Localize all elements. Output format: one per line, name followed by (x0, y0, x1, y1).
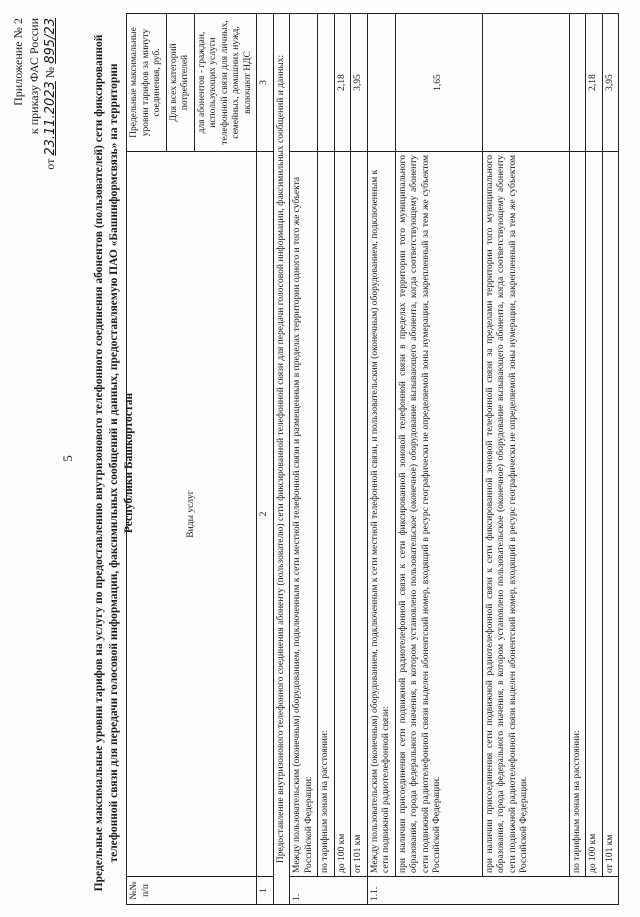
document-title: Предельные максимальные уровни тарифов на услугу по предоставлению внутризонового телефонного соединения абонентов (пользователей) сети фиксированной телефонной связи для передачи голосовой информации, факсимильных сообщений и данных, предоставляемую ПАО «Башинформсвязь» на территории Республики Башкортостан (93, 34, 135, 892)
table-row (334, 14, 351, 905)
header-citizens: для абонентов - граждан, использующих услуги телефонной связи для личных, семейных, домашних нужд, включают НДС (194, 14, 257, 152)
row-value (482, 14, 569, 152)
row-text: до 100 км (586, 152, 603, 877)
section-row (273, 14, 290, 905)
tariff-table (126, 13, 619, 905)
row-value (318, 14, 335, 152)
row-text: от 101 км (351, 152, 368, 877)
annex-date-line: от 23.11.2023 № 895/23 (43, 18, 58, 170)
table-row (367, 14, 395, 905)
row-text: при наличии присоединения сети подвижной радиотелефонной связи к сети фиксированной зоновой телефонной связи в пределах территории того муниципального образования, города федерального значения, в котором установлено пользовательское (оконечное) оборудование вызывающего абонента, когда соответствующему абоненту сети подвижной радиотелефонной связи выделен абонентский номер, входящий в ресурс географически не определяемой зоны нумерации, закрепленный за тем же субъектом Российской Федерации. (395, 152, 482, 877)
table-row (290, 14, 318, 905)
table-row (482, 14, 569, 905)
row-value: 2,18 (334, 14, 351, 152)
col-number-2: 2 (257, 152, 274, 877)
row-value (367, 14, 395, 152)
page-number: 5 (60, 455, 75, 462)
row-text: до 100 км (334, 152, 351, 877)
col-number-1: 1 (257, 877, 274, 905)
annex-title: Приложение № 2 (11, 18, 25, 106)
table-row (318, 14, 335, 905)
header-service: Виды услуг (127, 152, 257, 877)
table-row (602, 14, 619, 905)
row-text: при наличии присоединения сети подвижной радиотелефонной связи к сети фиксированной зоновой телефонной связи за пределами территории того муниципального образования, города федерального значения, в котором установлено пользовательское (оконечное) оборудование вызывающего абонента, когда соответствующему абоненту сети подвижной радиотелефонной связи выделен абонентский номер, входящий в ресурс географически не определяемой зоны нумерации, закрепленный за тем же субъектом Российской Федерации. (482, 152, 569, 877)
row-value: 3,95 (602, 14, 619, 152)
row-value (569, 14, 586, 152)
row-text: от 101 км (602, 152, 619, 877)
annex-date: 23.11.2023 (43, 81, 58, 156)
table-row (586, 14, 603, 905)
row-value: 3,95 (351, 14, 368, 152)
header-num: №№ п/п (127, 877, 257, 905)
row-num: 1.1. (367, 877, 619, 905)
row-text: Между пользовательским (оконечным) оборудованием, подключенным к сети местной телефонной связи, и пользовательским (оконечным) оборудованием, подключенным к сети подвижной радиотелефонной связи: (367, 152, 395, 877)
col-number-3: 3 (257, 14, 274, 152)
row-num: 1. (290, 877, 368, 905)
header-tariff: Предельные максимальные уровни тарифов за минуту соединения, руб. (127, 14, 167, 152)
row-text: по тарифным зонам на расстоянии: (318, 152, 335, 877)
row-value: 2,18 (586, 14, 603, 152)
column-number-row (257, 14, 274, 905)
row-value (290, 14, 318, 152)
table-row (395, 14, 482, 905)
table-header-row (127, 14, 167, 905)
annex-order: к приказу ФАС России (27, 18, 41, 135)
table-row (569, 14, 586, 905)
table-row (351, 14, 368, 905)
row-value: 1,65 (395, 14, 482, 152)
row-text: Между пользовательским (оконечным) оборудованием, подключенным к сети местной телефонной связи и размещенным в пределах территории одного и того же субъекта Российской Федерации: (290, 152, 318, 877)
section-title: Предоставление внутризонового телефонного соединения абоненту (пользователю) сети фиксированной телефонной связи для передачи голосовой информации, факсимильных сообщений и данных: (273, 14, 290, 905)
annex-number: 895/23 (43, 18, 58, 64)
header-all-categories: Для всех категорий потребителей (166, 14, 194, 152)
annex-block (10, 18, 59, 170)
row-text: по тарифным зонам на расстоянии: (569, 152, 586, 877)
